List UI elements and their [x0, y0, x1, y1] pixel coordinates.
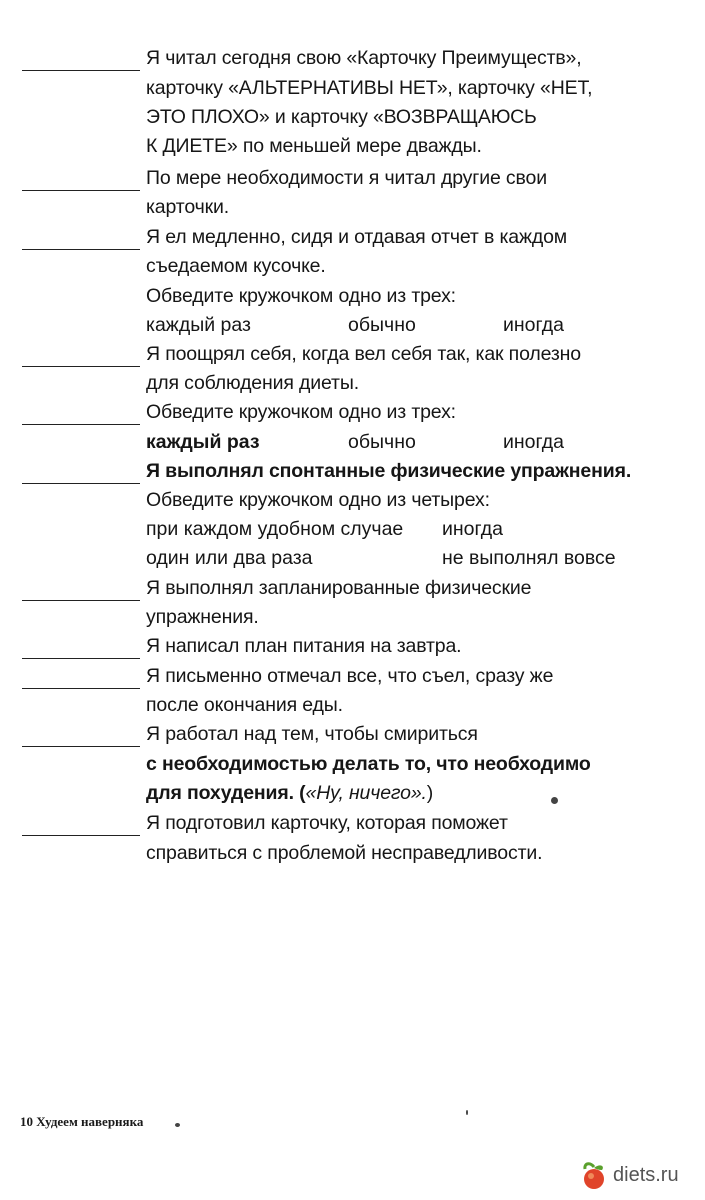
checklist-item-3 [22, 223, 682, 252]
apple-logo-icon [580, 1160, 608, 1190]
checklist-item-4 [22, 282, 682, 311]
scan-speck [466, 1110, 468, 1115]
scan-speck [551, 797, 558, 804]
item-text: для соблюдения диеты. [146, 372, 359, 394]
checklist-item-9 [22, 632, 682, 661]
options-row [22, 311, 682, 340]
item-text: ЭТО ПЛОХО» и карточку «ВОЗВРАЩАЮСЬ [146, 106, 537, 128]
option-usually[interactable]: обычно [348, 431, 416, 453]
item-text: Я подготовил карточку, которая поможет [146, 812, 508, 834]
checklist-item-6 [22, 398, 682, 427]
page-footer: 10 Худеем наверняка [20, 1114, 144, 1129]
answer-blank-2[interactable] [22, 190, 140, 191]
item-text: Я поощрял себя, когда вел себя так, как полезно [146, 343, 581, 365]
option-not-at-all[interactable]: не выполнял вовсе [442, 547, 616, 569]
instruction-text: Обведите кружочком одно из трех: [146, 285, 456, 307]
checklist-item-1 [22, 44, 682, 73]
watermark-text: diets.ru [613, 1163, 679, 1186]
answer-blank-3[interactable] [22, 249, 140, 250]
checklist-item-12 [22, 809, 682, 838]
item-text: По мере необходимости я читал другие свои [146, 167, 547, 189]
quote-text: «Ну, ничего». [305, 782, 427, 804]
answer-blank-8[interactable] [22, 658, 140, 659]
option-sometimes[interactable]: иногда [503, 431, 564, 453]
checklist-item-5 [22, 340, 682, 369]
item-text: карточку «АЛЬТЕРНАТИВЫ НЕТ», карточку «НЕТ, [146, 77, 593, 99]
item-text: Я написал план питания на завтра. [146, 635, 462, 657]
options-row [22, 544, 682, 573]
option-usually[interactable]: обычно [348, 314, 416, 336]
option-every-chance[interactable]: при каждом удобном случае [146, 518, 404, 540]
checklist-item-7 [22, 457, 682, 486]
answer-blank-7[interactable] [22, 600, 140, 601]
item-text: Я работал над тем, чтобы смириться [146, 723, 478, 745]
option-every-time[interactable]: каждый раз [146, 314, 251, 336]
option-sometimes[interactable]: иногда [442, 518, 503, 540]
item-text: Я выполнял запланированные физические [146, 577, 532, 599]
checklist-item-2 [22, 164, 682, 193]
item-text: с необходимостью делать то, что необходимо [146, 753, 591, 775]
checklist-item-11 [22, 720, 682, 749]
item-text: Я выполнял спонтанные физические упражнения. [146, 460, 632, 482]
answer-blank-9[interactable] [22, 688, 140, 689]
answer-blank-10[interactable] [22, 746, 140, 747]
item-text: К ДИЕТЕ» по меньшей мере дважды. [146, 135, 482, 157]
answer-blank-6[interactable] [22, 483, 140, 484]
option-once-or-twice[interactable]: один или два раза [146, 547, 313, 569]
option-every-time[interactable]: каждый раз [146, 431, 260, 453]
checklist-item-8 [22, 574, 682, 603]
checklist-item-10 [22, 662, 682, 691]
answer-blank-11[interactable] [22, 835, 140, 836]
item-text: Я читал сегодня свою «Карточку Преимуществ», [146, 47, 582, 69]
site-watermark[interactable] [580, 1160, 679, 1190]
scan-speck [175, 1123, 180, 1127]
item-text: карточки. [146, 196, 230, 218]
answer-blank-4[interactable] [22, 366, 140, 367]
item-text: съедаемом кусочке. [146, 255, 326, 277]
item-text: Я ел медленно, сидя и отдавая отчет в каждом [146, 226, 568, 248]
options-row [22, 515, 682, 544]
answer-blank-5[interactable] [22, 424, 140, 425]
item-text: упражнения. [146, 606, 259, 628]
item-text: Я письменно отмечал все, что съел, сразу же [146, 665, 554, 687]
option-sometimes[interactable]: иногда [503, 314, 564, 336]
options-row [22, 428, 682, 457]
instruction-text: Обведите кружочком одно из четырех: [146, 489, 490, 511]
answer-blank-1[interactable] [22, 70, 140, 71]
instruction-text: Обведите кружочком одно из трех: [146, 401, 456, 423]
item-text: справиться с проблемой несправедливости. [146, 842, 543, 864]
item-text: для похудения. («Ну, ничего».) [146, 782, 434, 804]
item-text: после окончания еды. [146, 694, 343, 716]
